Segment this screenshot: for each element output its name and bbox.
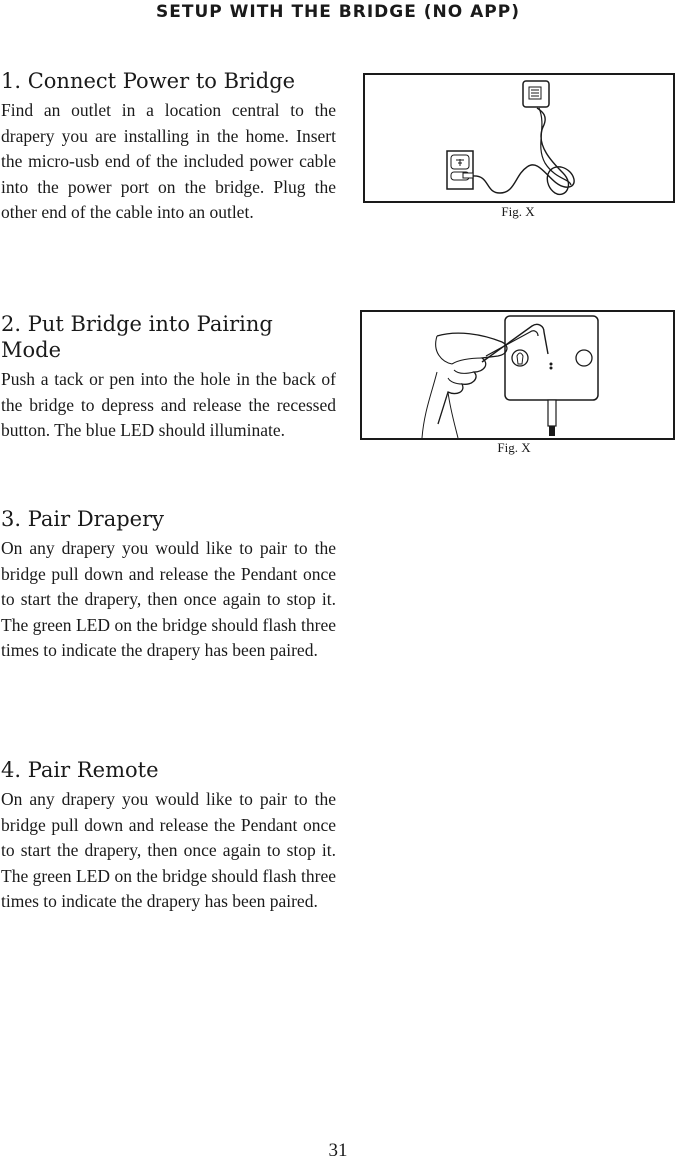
section-connect-power	[1, 68, 336, 226]
figure-caption: Fig. X	[497, 440, 531, 455]
section-body: On any drapery you would like to pair to the bridge pull down and release the Pendant once to start the drapery, then once again to stop it. The green LED on the bridge should flash three times to indicate the drapery has been paired.	[1, 538, 336, 660]
page-number: 31	[328, 1140, 348, 1161]
section-heading: 3. Pair Drapery	[1, 507, 165, 531]
section-pair-remote	[1, 757, 336, 915]
section-body: Push a tack or pen into the hole in the back of the bridge to depress and release the recessed button. The blue LED should illuminate.	[1, 369, 336, 440]
figure-outlet-cable	[363, 73, 675, 203]
section-heading: 1. Connect Power to Bridge	[1, 69, 296, 93]
outlet-cable-illustration	[365, 75, 673, 201]
section-body: Find an outlet in a location central to the drapery you are installing in the home. Insert the micro-usb end of the included power cable into the power port on the bridge. Plug the other end of the cable into an outlet.	[1, 100, 336, 222]
section-body: On any drapery you would like to pair to the bridge pull down and release the Pendant once to start the drapery, then once again to stop it. The green LED on the bridge should flash three times to indicate the drapery has been paired.	[1, 789, 336, 911]
figure-bridge-pairing	[360, 310, 675, 440]
section-heading: 4. Pair Remote	[1, 758, 159, 782]
section-heading: 2. Put Bridge into Pairing Mode	[1, 312, 273, 362]
figure-caption: Fig. X	[501, 204, 535, 219]
section-pairing-mode	[1, 311, 336, 444]
section-pair-drapery	[1, 506, 336, 664]
bridge-pairing-illustration	[362, 312, 673, 438]
page-title: SETUP WITH THE BRIDGE (NO APP)	[156, 2, 520, 22]
